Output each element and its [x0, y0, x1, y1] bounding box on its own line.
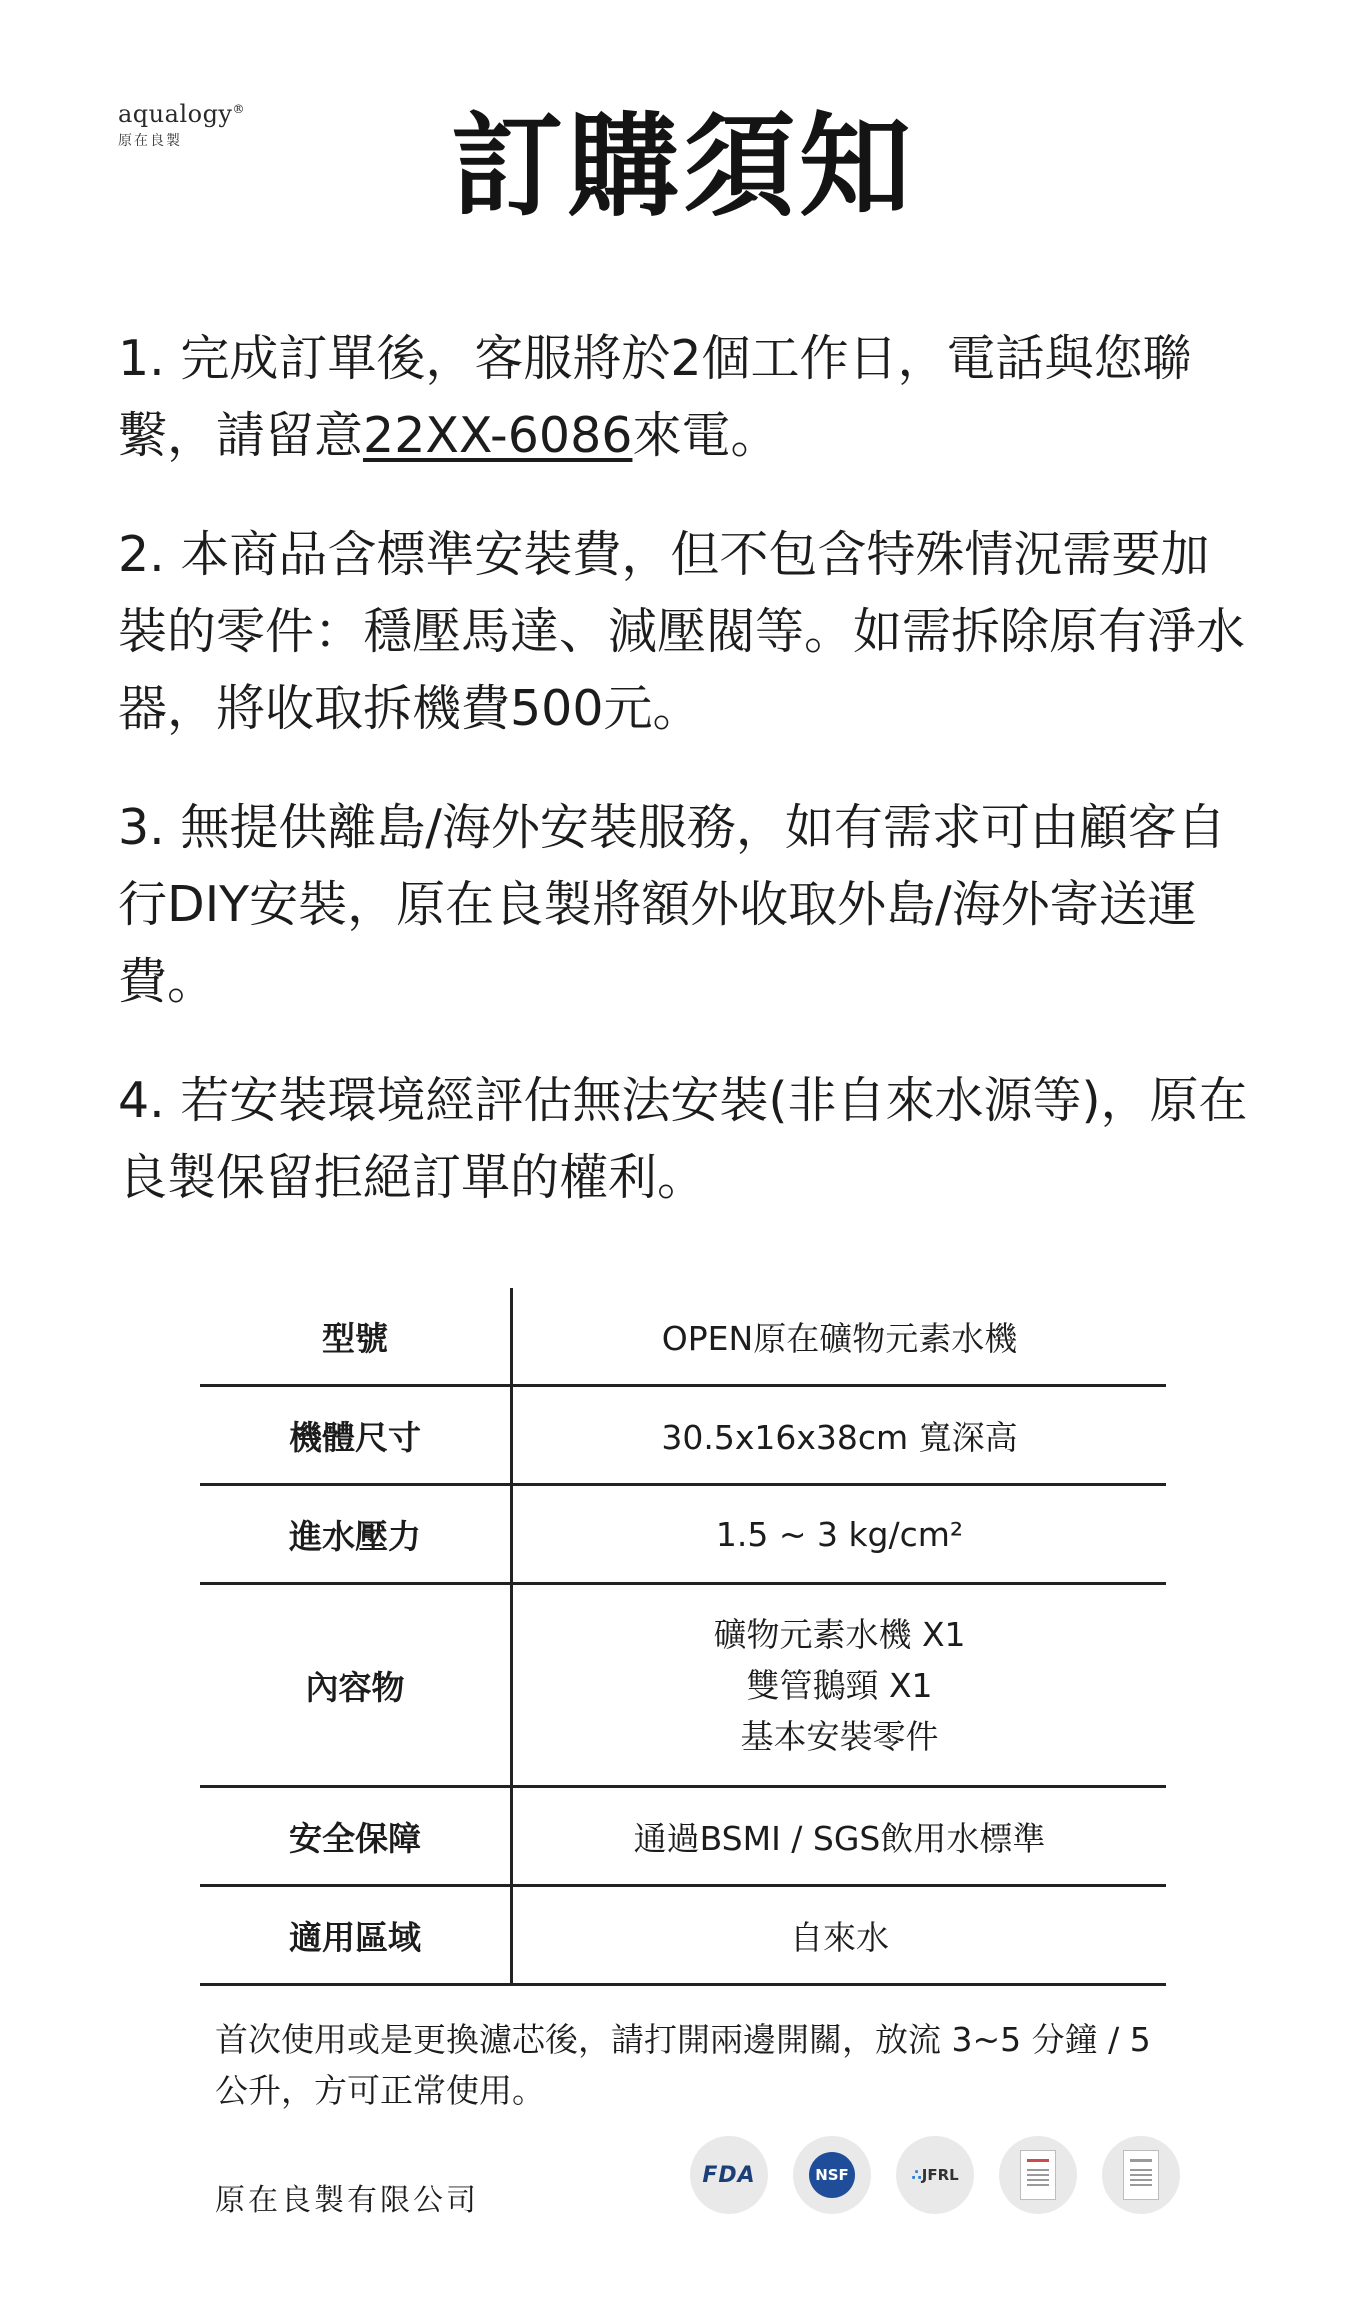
spec-label: 型號 [200, 1288, 512, 1386]
spec-value: OPEN原在礦物元素水機 [661, 1318, 1018, 1358]
spec-value: 30.5x16x38cm 寬深高 [661, 1417, 1018, 1457]
contents-item: 基本安裝零件 [740, 1716, 939, 1756]
spec-label: 進水壓力 [200, 1485, 512, 1584]
fda-badge-icon: FDA [690, 2136, 768, 2214]
test-report-document-icon [1102, 2136, 1180, 2214]
brand-subtitle: 原在良製 [118, 133, 182, 149]
spec-value: 1.5 ~ 3 kg/cm² [715, 1514, 964, 1554]
spec-label: 內容物 [200, 1584, 512, 1787]
contents-item: 礦物元素水機 X1 [713, 1614, 966, 1654]
company-name: 原在良製有限公司 [215, 2183, 479, 2218]
spec-row-area [200, 1886, 1166, 1985]
spec-row-size [200, 1386, 1166, 1485]
usage-footnote: 首次使用或是更換濾芯後，請打開兩邊開關，放流 3~5 分鐘 / 5公升，方可正常使用。 [215, 2020, 1151, 2110]
page-title: 訂購須知 [451, 102, 915, 232]
note-4: 4. 若安裝環境經評估無法安裝(非自來水源等)，原在良製保留拒絕訂單的權利。 [118, 1072, 1248, 1206]
phone-number: 22XX-6086 [363, 407, 633, 464]
nsf-badge-icon: NSF [793, 2136, 871, 2214]
certification-badges [690, 2136, 1180, 2214]
jfrl-badge-icon: ∴JFRL [896, 2136, 974, 2214]
spec-row-contents [200, 1584, 1166, 1787]
spec-label: 安全保障 [200, 1787, 512, 1886]
spec-value: 自來水 [790, 1917, 889, 1957]
spec-value [512, 1584, 1167, 1787]
brand-name: aqualogy® [118, 100, 245, 128]
note-2: 2. 本商品含標準安裝費，但不包含特殊情況需要加裝的零件：穩壓馬達、減壓閥等。如需拆除原有淨水器，將收取拆機費500元。 [118, 526, 1246, 737]
spec-label: 機體尺寸 [200, 1386, 512, 1485]
spec-label: 適用區域 [200, 1886, 512, 1985]
note-3: 3. 無提供離島/海外安裝服務，如有需求可由顧客自行DIY安裝，原在良製將額外收取外島/海外寄送運費。 [118, 799, 1226, 1010]
certificate-document-icon [999, 2136, 1077, 2214]
spec-row-safety [200, 1787, 1166, 1886]
spec-row-model [200, 1288, 1166, 1386]
note-1: 1. 完成訂單後，客服將於2個工作日，電話與您聯繫，請留意22XX-6086來電。 [118, 330, 1192, 464]
spec-row-pressure [200, 1485, 1166, 1584]
contents-item: 雙管鵝頸 X1 [746, 1665, 933, 1705]
spec-value: 通過BSMI / SGS飲用水標準 [633, 1818, 1046, 1858]
spec-table [200, 1288, 1166, 1986]
order-notes [118, 320, 1250, 1258]
